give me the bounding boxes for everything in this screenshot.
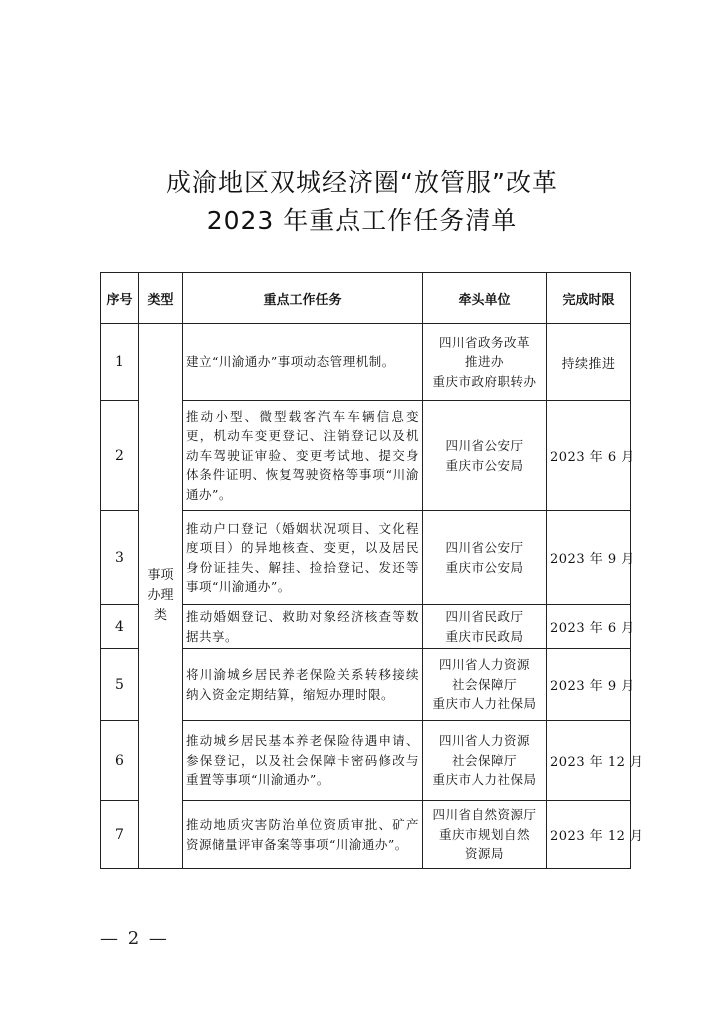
header-deadline: 完成时限 <box>547 273 631 324</box>
row-number: 3 <box>101 511 139 605</box>
task-cell: 推动小型、微型载客汽车车辆信息变更，机动车变更登记、注销登记以及机动车驾驶证审验、变更考试地、提交身体条件证明、恢复驾驶资格等事项“川渝通办”。 <box>183 401 423 511</box>
header-task: 重点工作任务 <box>183 273 423 324</box>
unit-line: 资源局 <box>464 846 504 862</box>
unit-line: 四川省人力资源 <box>438 733 530 749</box>
deadline-cell: 2023 年 9 月 <box>547 649 631 721</box>
unit-line: 四川省民政厅 <box>445 609 524 624</box>
category-cell: 事项办理类 <box>139 324 183 869</box>
task-cell: 建立“川渝通办”事项动态管理机制。 <box>183 324 423 401</box>
task-cell: 推动户口登记（婚姻状况项目、文化程度项目）的异地核查、变更，以及居民身份证挂失、解挂、捡拾登记、发还等事项“川渝通办”。 <box>183 511 423 605</box>
row-number: 4 <box>101 605 139 649</box>
unit-line: 四川省自然资源厅 <box>432 807 537 823</box>
unit-line: 重庆市公安局 <box>445 559 524 575</box>
task-table <box>100 272 644 869</box>
task-cell: 推动婚姻登记、救助对象经济核查等数据共享。 <box>183 605 423 649</box>
deadline-cell: 持续推进 <box>547 324 631 401</box>
deadline-cell: 2023 年 12 月 <box>547 801 631 869</box>
header-unit: 牵头单位 <box>423 273 547 324</box>
unit-cell <box>423 649 547 721</box>
header-category: 类型 <box>139 273 183 324</box>
task-cell: 推动地质灾害防治单位资质审批、矿产资源储量评审备案等事项“川渝通办”。 <box>183 801 423 869</box>
unit-line: 推进办 <box>464 354 504 370</box>
row-number: 1 <box>101 324 139 401</box>
document-title <box>0 164 724 240</box>
header-num: 序号 <box>101 273 139 324</box>
row-number: 5 <box>101 649 139 721</box>
unit-cell <box>423 324 547 401</box>
unit-line: 社会保障厅 <box>451 752 517 768</box>
deadline-cell: 2023 年 9 月 <box>547 511 631 605</box>
unit-line: 四川省公安厅 <box>445 540 524 555</box>
unit-line: 四川省政务改革 <box>438 334 530 350</box>
unit-line: 重庆市规划自然 <box>438 826 530 842</box>
deadline-cell: 2023 年 6 月 <box>547 401 631 511</box>
unit-line: 重庆市人力社保局 <box>432 772 537 788</box>
unit-line: 四川省公安厅 <box>445 438 524 453</box>
task-cell: 推动城乡居民基本养老保险待遇申请、参保登记，以及社会保障卡密码修改与重置等事项“川渝通办”。 <box>183 721 423 801</box>
title-line-2: 2023 年重点工作任务清单 <box>206 206 518 235</box>
row-number: 2 <box>101 401 139 511</box>
title-line-1: 成渝地区双城经济圈“放管服”改革 <box>166 168 558 197</box>
deadline-cell: 2023 年 6 月 <box>547 605 631 649</box>
row-number: 7 <box>101 801 139 869</box>
unit-cell <box>423 801 547 869</box>
unit-line: 重庆市人力社保局 <box>432 696 537 712</box>
row-number: 6 <box>101 721 139 801</box>
unit-line: 社会保障厅 <box>451 676 517 692</box>
page-number: — 2 — <box>100 928 169 949</box>
unit-cell <box>423 605 547 649</box>
unit-cell <box>423 511 547 605</box>
deadline-cell: 2023 年 12 月 <box>547 721 631 801</box>
task-cell: 将川渝城乡居民养老保险关系转移接续纳入资金定期结算，缩短办理时限。 <box>183 649 423 721</box>
unit-cell <box>423 401 547 511</box>
unit-line: 重庆市公安局 <box>445 457 524 473</box>
unit-cell <box>423 721 547 801</box>
table-header-row <box>101 273 631 324</box>
unit-line: 重庆市民政局 <box>445 628 524 644</box>
unit-line: 重庆市政府职转办 <box>432 373 537 389</box>
table-row <box>101 324 631 401</box>
unit-line: 四川省人力资源 <box>438 657 530 673</box>
